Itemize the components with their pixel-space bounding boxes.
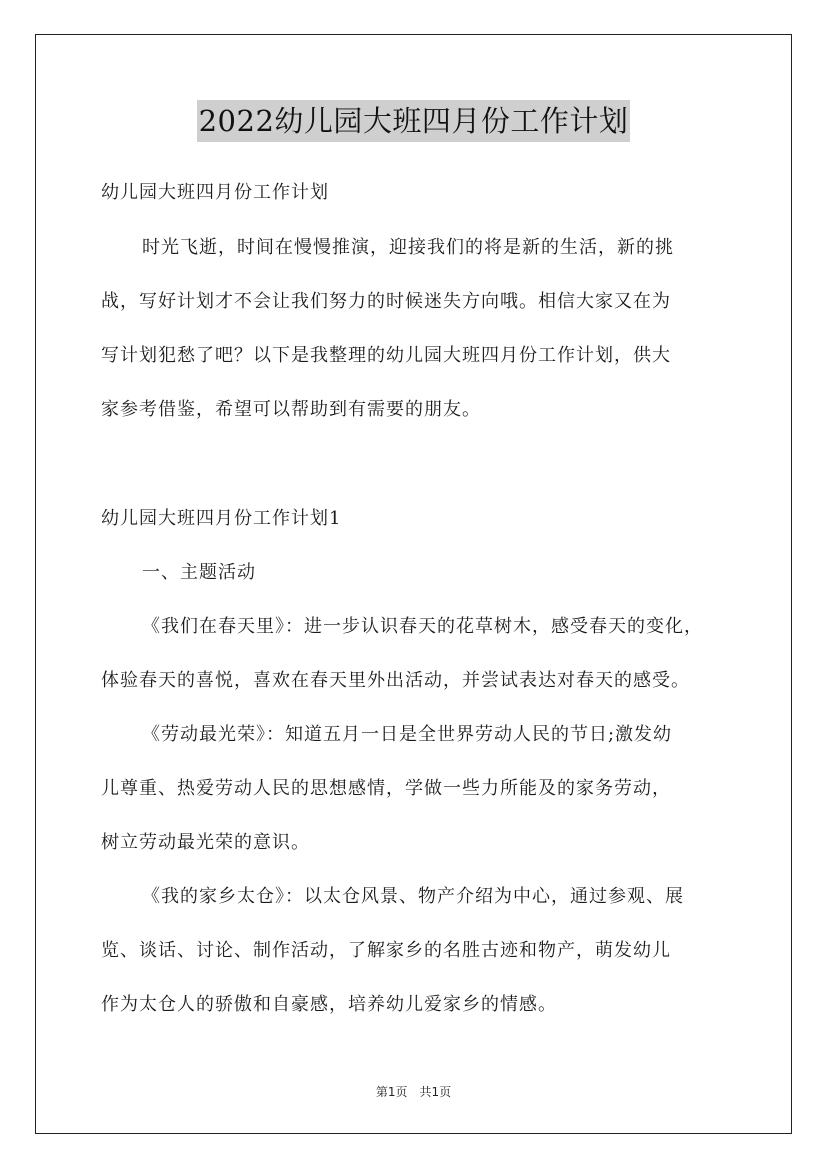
section-heading: 幼儿园大班四月份工作计划1	[101, 508, 342, 529]
paragraph2-line-2: 儿尊重、热爱劳动人民的思想感情，学做一些力所能及的家务劳动，	[101, 778, 671, 799]
intro-line-2: 战，写好计划才不会让我们努力的时候迷失方向哦。相信大家又在为	[101, 291, 671, 312]
title-container	[0, 100, 827, 142]
document-title: 2022幼儿园大班四月份工作计划	[197, 100, 631, 142]
intro-line-4: 家参考借鉴，希望可以帮助到有需要的朋友。	[101, 399, 481, 420]
paragraph3-line-3: 作为太仓人的骄傲和自豪感，培养幼儿爱家乡的情感。	[101, 994, 557, 1015]
document-subtitle: 幼儿园大班四月份工作计划	[101, 182, 329, 203]
paragraph2-line-3: 树立劳动最光荣的意识。	[101, 832, 310, 853]
intro-line-1: 时光飞逝，时间在慢慢推演，迎接我们的将是新的生活，新的挑	[142, 237, 674, 258]
paragraph3-line-2: 览、谈话、讨论、制作活动，了解家乡的名胜古迹和物产，萌发幼儿	[101, 940, 671, 961]
intro-line-3: 写计划犯愁了吧？以下是我整理的幼儿园大班四月份工作计划，供大	[101, 345, 671, 366]
subsection-heading: 一、主题活动	[142, 562, 256, 583]
paragraph1-line-1: 《我们在春天里》：进一步认识春天的花草树木，感受春天的变化，	[142, 616, 703, 637]
paragraph1-line-2: 体验春天的喜悦，喜欢在春天里外出活动，并尝试表达对春天的感受。	[101, 670, 690, 691]
paragraph3-line-1: 《我的家乡太仓》：以太仓风景、物产介绍为中心，通过参观、展	[142, 886, 684, 907]
page-footer: 第1页 共1页	[375, 1085, 452, 1099]
paragraph2-line-1: 《劳动最光荣》：知道五月一日是全世界劳动人民的节日;激发幼	[142, 724, 673, 745]
